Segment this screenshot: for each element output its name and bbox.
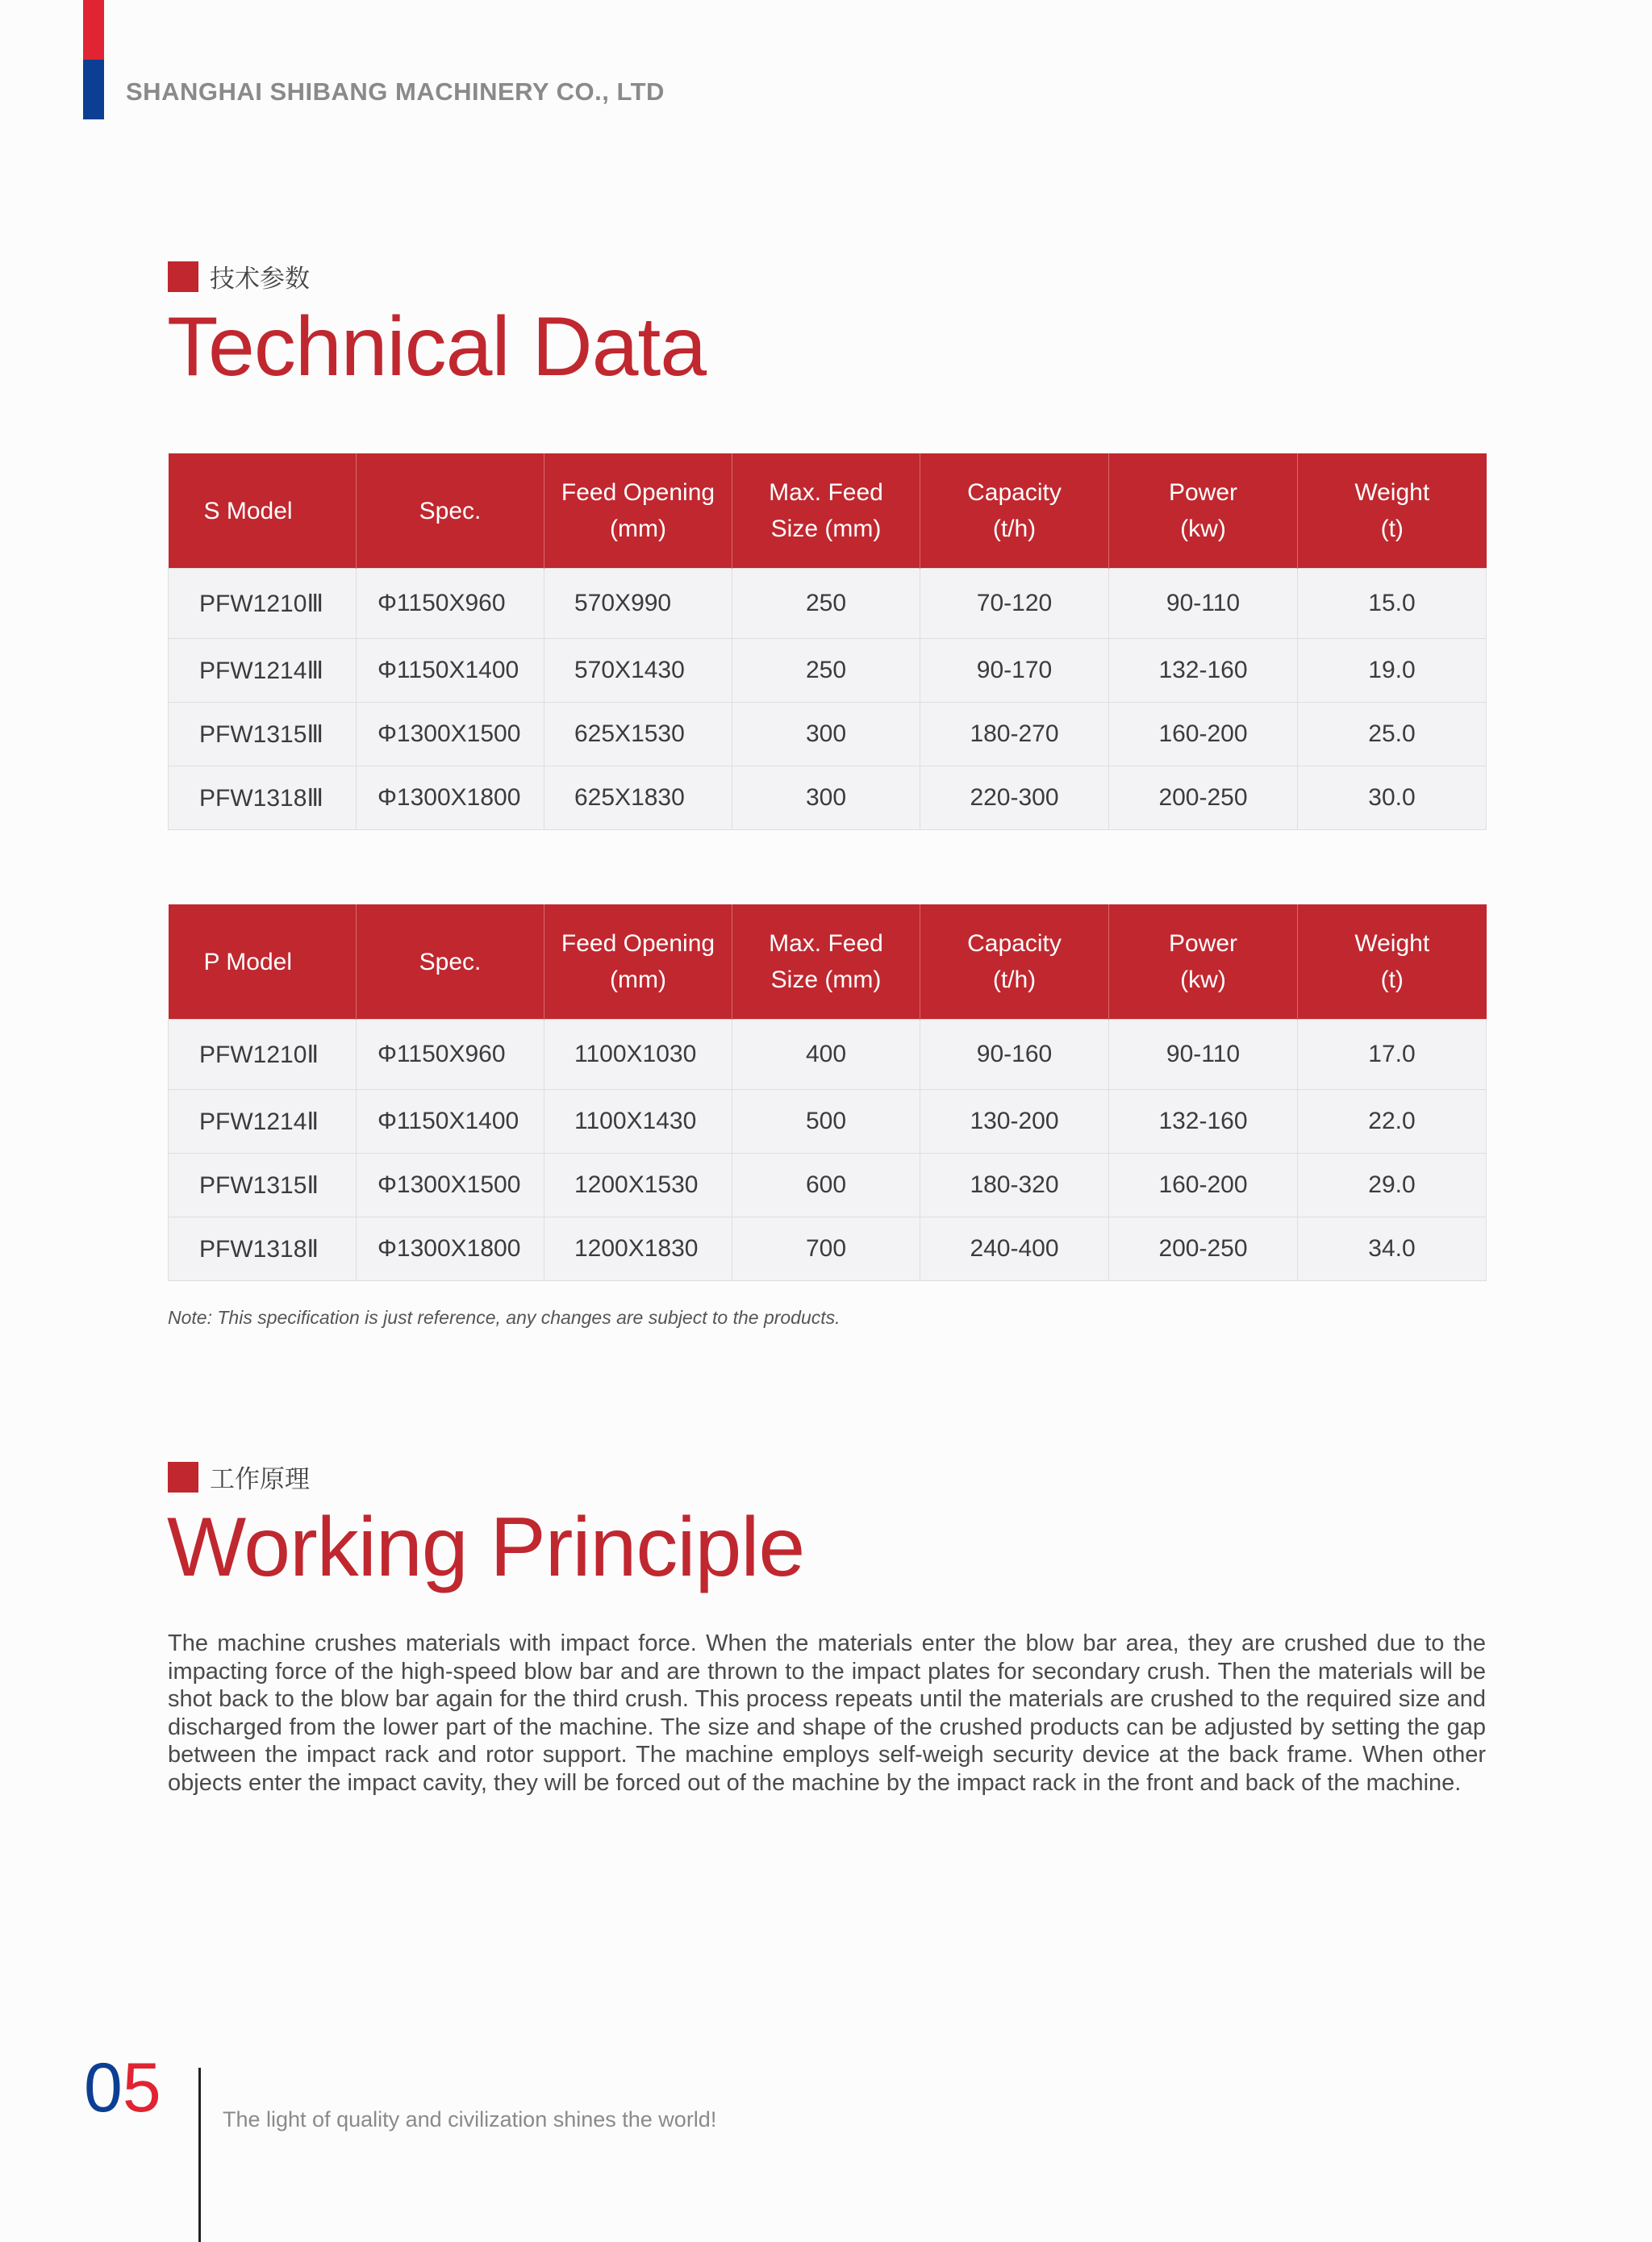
section-square-icon — [168, 1462, 198, 1493]
cell-capacity: 70-120 — [920, 569, 1109, 639]
cell-spec: Φ1300X1800 — [357, 1217, 544, 1281]
cell-feed-opening: 1200X1830 — [544, 1217, 732, 1281]
working-section-label — [168, 1459, 310, 1495]
cell-model: PFW1214Ⅲ — [169, 639, 357, 703]
cell-capacity: 130-200 — [920, 1090, 1109, 1154]
cell-max-feed: 600 — [732, 1154, 920, 1217]
page-digit-2: 5 — [122, 2049, 161, 2127]
cell-feed-opening: 625X1830 — [544, 766, 732, 830]
cell-capacity: 180-270 — [920, 703, 1109, 766]
p-model-table — [168, 904, 1487, 1281]
flag-blue-bar — [83, 60, 104, 119]
cell-weight: 15.0 — [1298, 569, 1487, 639]
page-digit-1: 0 — [84, 2049, 123, 2127]
header-model: P Model — [169, 904, 357, 1020]
technical-section-label — [168, 258, 310, 294]
header-capacity: Capacity (t/h) — [920, 453, 1109, 569]
cell-model: PFW1315Ⅱ — [169, 1154, 357, 1217]
cell-max-feed: 500 — [732, 1090, 920, 1154]
table-row — [169, 766, 1487, 830]
cell-max-feed: 700 — [732, 1217, 920, 1281]
header-feed-opening: Feed Opening (mm) — [544, 904, 732, 1020]
cell-power: 132-160 — [1109, 639, 1298, 703]
cell-model: PFW1210Ⅱ — [169, 1020, 357, 1090]
working-title: Working Principle — [167, 1501, 805, 1594]
table-row — [169, 569, 1487, 639]
table-row — [169, 639, 1487, 703]
cell-power: 200-250 — [1109, 766, 1298, 830]
cell-weight: 17.0 — [1298, 1020, 1487, 1090]
cell-feed-opening: 625X1530 — [544, 703, 732, 766]
cell-spec: Φ1150X1400 — [357, 639, 544, 703]
cell-max-feed: 250 — [732, 569, 920, 639]
cell-feed-opening: 1100X1030 — [544, 1020, 732, 1090]
table-row — [169, 703, 1487, 766]
header-capacity: Capacity (t/h) — [920, 904, 1109, 1020]
header-max-feed: Max. Feed Size (mm) — [732, 453, 920, 569]
cell-feed-opening: 570X990 — [544, 569, 732, 639]
cell-weight: 34.0 — [1298, 1217, 1487, 1281]
cell-model: PFW1318Ⅱ — [169, 1217, 357, 1281]
header-weight: Weight (t) — [1298, 904, 1487, 1020]
table-header-row — [169, 453, 1487, 569]
page-number — [84, 2049, 161, 2127]
cell-capacity: 90-160 — [920, 1020, 1109, 1090]
cell-max-feed: 300 — [732, 766, 920, 830]
flag-red-bar — [83, 0, 104, 60]
spec-note: Note: This specification is just reference, any changes are subject to the products. — [168, 1307, 841, 1328]
header-spec: Spec. — [357, 904, 544, 1020]
cell-model: PFW1210Ⅲ — [169, 569, 357, 639]
header-max-feed: Max. Feed Size (mm) — [732, 904, 920, 1020]
cell-spec: Φ1300X1500 — [357, 703, 544, 766]
technical-title: Technical Data — [167, 300, 707, 394]
header-power: Power (kw) — [1109, 453, 1298, 569]
header-power: Power (kw) — [1109, 904, 1298, 1020]
cell-spec: Φ1150X1400 — [357, 1090, 544, 1154]
table-row — [169, 1154, 1487, 1217]
cell-feed-opening: 570X1430 — [544, 639, 732, 703]
header-feed-opening: Feed Opening (mm) — [544, 453, 732, 569]
header-spec: Spec. — [357, 453, 544, 569]
cell-spec: Φ1300X1500 — [357, 1154, 544, 1217]
table-row — [169, 1217, 1487, 1281]
cell-spec: Φ1300X1800 — [357, 766, 544, 830]
cell-weight: 29.0 — [1298, 1154, 1487, 1217]
cell-feed-opening: 1100X1430 — [544, 1090, 732, 1154]
cell-model: PFW1318Ⅲ — [169, 766, 357, 830]
table-row — [169, 1090, 1487, 1154]
cell-weight: 19.0 — [1298, 639, 1487, 703]
s-model-table — [168, 453, 1487, 830]
cell-weight: 30.0 — [1298, 766, 1487, 830]
cell-weight: 25.0 — [1298, 703, 1487, 766]
company-name: SHANGHAI SHIBANG MACHINERY CO., LTD — [126, 77, 665, 106]
working-cn-label: 工作原理 — [210, 1465, 310, 1494]
cell-capacity: 240-400 — [920, 1217, 1109, 1281]
cell-power: 90-110 — [1109, 569, 1298, 639]
footer-divider — [198, 2068, 201, 2242]
header-weight: Weight (t) — [1298, 453, 1487, 569]
footer-slogan: The light of quality and civilization shines the world! — [223, 2107, 717, 2131]
cell-model: PFW1214Ⅱ — [169, 1090, 357, 1154]
table-row — [169, 1020, 1487, 1090]
cell-spec: Φ1150X960 — [357, 569, 544, 639]
cell-capacity: 90-170 — [920, 639, 1109, 703]
table-header-row — [169, 904, 1487, 1020]
cell-capacity: 180-320 — [920, 1154, 1109, 1217]
cell-feed-opening: 1200X1530 — [544, 1154, 732, 1217]
cell-max-feed: 400 — [732, 1020, 920, 1090]
cell-max-feed: 300 — [732, 703, 920, 766]
cell-capacity: 220-300 — [920, 766, 1109, 830]
cell-power: 90-110 — [1109, 1020, 1298, 1090]
cell-power: 160-200 — [1109, 703, 1298, 766]
working-paragraph: The machine crushes materials with impact force. When the materials enter the blow bar area, they are crushed due to the impacting force of the high-speed blow bar and are thrown to the impact plates for secondary crush. Then the materials will be shot back to the blow bar again for the third crush. This process repeats until the materials are crushed to the required size and discharged from the lower part of the machine. The size and shape of the crushed products can be adjusted by setting the gap between the impact rack and rotor support. The machine employs self-weigh security device at the back frame. When other objects enter the impact cavity, they will be forced out of the machine by the impact rack in the front and back of the machine. — [168, 1630, 1486, 1796]
cell-spec: Φ1150X960 — [357, 1020, 544, 1090]
header-model: S Model — [169, 453, 357, 569]
cell-weight: 22.0 — [1298, 1090, 1487, 1154]
cell-power: 200-250 — [1109, 1217, 1298, 1281]
section-square-icon — [168, 261, 198, 292]
cell-power: 132-160 — [1109, 1090, 1298, 1154]
cell-power: 160-200 — [1109, 1154, 1298, 1217]
cell-max-feed: 250 — [732, 639, 920, 703]
technical-cn-label: 技术参数 — [210, 265, 310, 294]
cell-model: PFW1315Ⅲ — [169, 703, 357, 766]
